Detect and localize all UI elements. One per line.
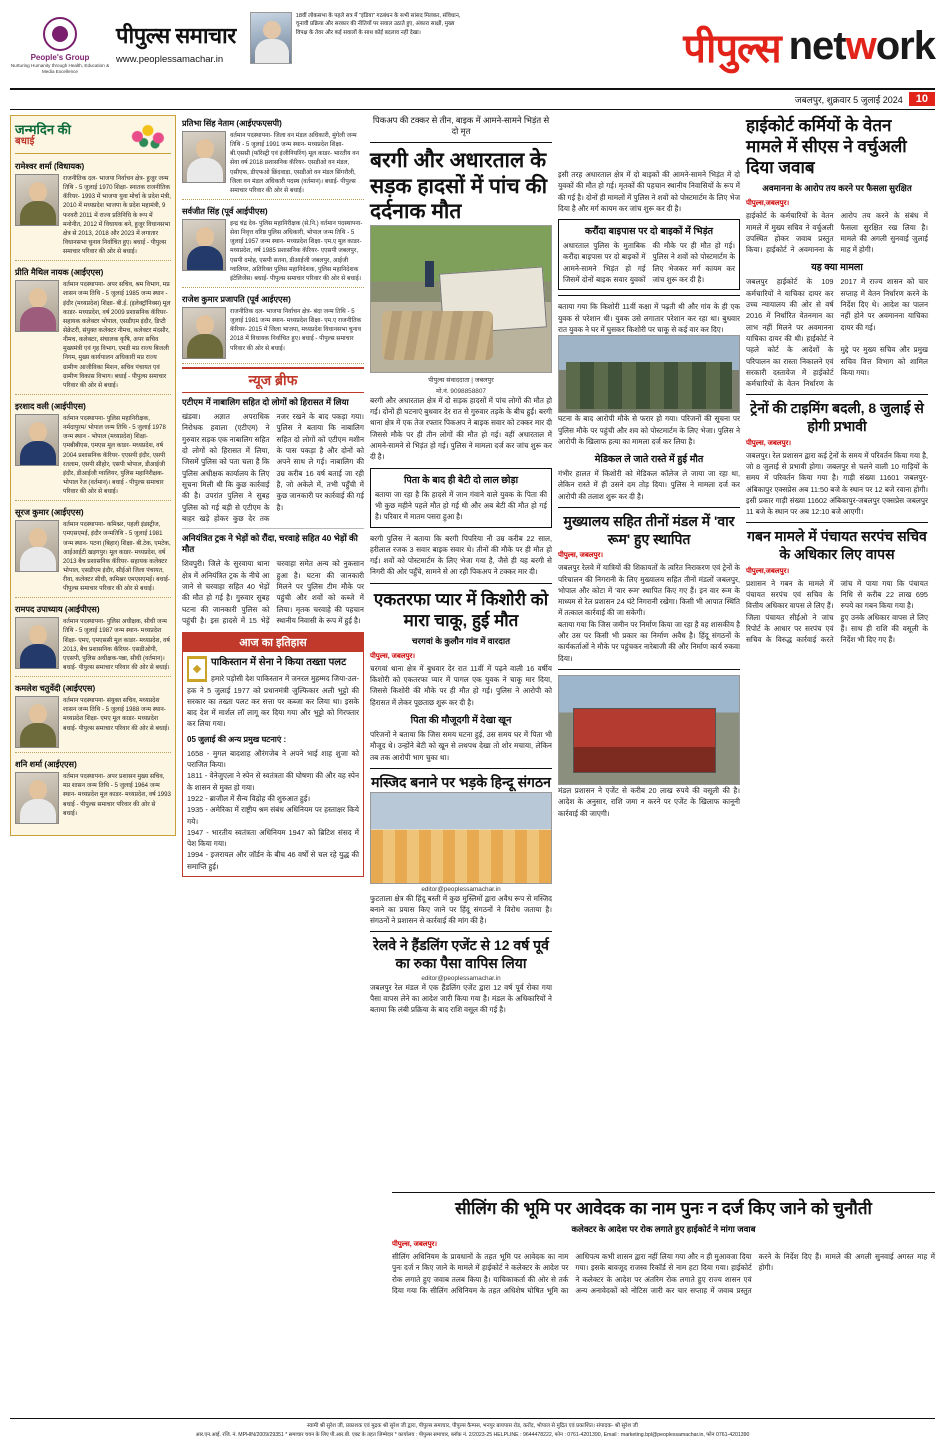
person-name: इरशाद वली (आईपीएस): [15, 401, 86, 411]
publisher-logo: [10, 8, 110, 84]
ceiling-col1: सीलिंग अधिनियम के प्रावधानों के तहत भूमि पर आवेदक का नाम पुनः दर्ज न किए जाने के मामले में हाईकोर्ट ने कलेक्टर के आदेश पर रोक लगाते हुए जवाब तलब किया है।: [392, 1252, 569, 1284]
brand-hindi: पीपुल्स: [683, 26, 781, 71]
brand-network: [789, 24, 935, 69]
person-name: शनि शर्मा (आईएएस): [15, 760, 77, 770]
gabhan-body-2: जिला पंचायत सीईओ ने जांच रिपोर्ट के आधार पर सरपंच एवं सचिव के विरुद्ध कार्रवाई करते हुए उनके अधिकार वापस ले लिए हैं। साथ ही राशि की वसूली के निर्देश भी दिए गए हैं।: [746, 612, 928, 645]
flower-icon: [129, 120, 171, 150]
person-photo: [15, 520, 59, 572]
paper-website[interactable]: www.peoplessamachar.in: [116, 54, 224, 65]
person-photo: [15, 617, 59, 669]
birthday-box: [10, 115, 176, 836]
history-box: [182, 632, 364, 877]
gabhan-byline: पीपुल्स,जबलपुर।: [746, 567, 790, 575]
love-body-col2: बताया गया कि किशोरी 11वीं कक्षा में पढ़ती थी और गांव के ही एक युवक से परेशान थी। युवक उसे लगातार परेशान कर रहा था। बुधवार रात युवक ने घर में घुसकर किशोरी पर चाकू से कई वार कर दिए।: [558, 302, 740, 334]
history-event: 1994 - इजरायल और जॉर्डन के बीच 46 वर्षों से चल रहे युद्ध की समाप्ति हुई।: [187, 850, 359, 871]
birthday-person: [182, 291, 364, 364]
brief-title: अनियंत्रित ट्रक ने भेड़ों को रौंदा, चरवाहे सहित 40 भेड़ों की मौत: [182, 533, 358, 555]
person-name: सर्वजीत सिंह (पूर्व आईपीएस): [182, 206, 268, 216]
ceiling-col2: याचिकाकर्ता की ओर से तर्क दिया गया कि सीलिंग अधिनियम के तहत अधिशेष घोषित भूमि का आधिपत्य कभी शासन द्वारा नहीं लिया गया और न ही मुआवजा दिया गया। इसके बावजूद राजस्व रिकॉर्ड से नाम हटा दिया गया।: [392, 1252, 752, 1295]
railway-email[interactable]: editor@peoplessamachar.in: [421, 974, 501, 982]
dateline-bar: [10, 90, 935, 110]
person-name: सूरज कुमार (आईएएस): [15, 508, 84, 518]
brand-net-w: w: [845, 23, 876, 68]
divider: [392, 1192, 935, 1193]
highcourt-body-2: पहले कोर्ट के आदेशों के परिपालन का रास्ता निकालने एवं सरकारी दस्तावेज में हाईकोर्ट कर्मचारियों के वेतन निर्धारण के मुद्दे पर मुख्य सचिव और प्रमुख सचिव वित्त विभाग को शामिल किया गया।: [746, 345, 928, 389]
person-name: कमलेश चतुर्वेदी (आईएएस): [15, 684, 96, 694]
divider: [558, 295, 740, 296]
birthday-person: [15, 398, 171, 501]
person-name: प्रतिभा सिंह नेताम (आईएफएसपी): [182, 119, 282, 128]
love-subhead: चरगवां के कुलौन गांव में वारदात: [412, 635, 510, 646]
love-sub2-title: मेडिकल ले जाते रास्ते में हुई मौत: [594, 454, 704, 466]
warroom-byline: पीपुल्स, जबलपुर।: [558, 552, 604, 560]
lead-subbox: [370, 468, 552, 528]
love-sub1-text: परिजनों ने बताया कि जिस समय घटना हुई, उस समय घर में पिता भी मौजूद थे। उन्होंने बेटी को खून से लथपथ देखा तो शोर मचाया, लेकिन तब तक आरोपी भाग चुका था।: [370, 730, 552, 762]
brand-net-text: net: [788, 23, 846, 68]
highcourt-body: हाईकोर्ट के कर्मचारियों के वेतन मामले में मुख्य सचिव ने वर्चुअली उपस्थित होकर जवाब प्रस्तुत किया। हाईकोर्ट ने अवमानना के आरोप तय करने के संबंध में फैसला सुरक्षित रख लिया है। मामले की अगली सुनवाई जुलाई माह में होगी।: [746, 211, 928, 255]
gabhan-body: प्रशासन ने गबन के मामले में पंचायत सरपंच एवं सचिव के वित्तीय अधिकार वापस ले लिए हैं। जांच में पाया गया कि पंचायत निधि से करीब 22 लाख 695 रुपये का गबन किया गया है।: [746, 578, 928, 611]
history-headline: पाकिस्तान में सेना ने किया तख्ता पलट: [211, 657, 347, 669]
hourglass-icon: [187, 656, 207, 682]
person-details: राजनीतिक दल- भाजपा निर्वाचन क्षेत्र- हुजूर जन्म तिथि - 5 जुलाई 1970 शिक्षा- स्नातक राजनीतिक कॅरियर- 1993 में भाजपा युवा मोर्चा के प्रदेश मंत्री, 2010 में मध्यप्रदेश भाजपा के प्रदेश महामंत्री, 9 फरवरी 2011 में राज्य प्रतिनिधि के रूप में मनोनीत, 2012 में विधायक बने, हुजूर विधानसभा क्षेत्र से 2013, 2018 और 2023 में लगातार विधानसभा चुनाव निर्वाचित हुए। बधाई - पीपुल्स समाचार परिवार की ओर से बधाई।: [63, 175, 171, 256]
masthead-center-note: [236, 8, 471, 84]
logo-name: People's Group: [30, 53, 90, 63]
masjid-body-col2: बताया गया कि जिस जमीन पर निर्माण किया जा रहा है वह शासकीय है और उस पर किसी भी प्रकार का निर्माण अवैध है। हिंदू संगठनों के कार्यकर्ताओं ने मौके पर पहुंचकर नारेबाजी की और निर्माण कार्य रुकवा दिया।: [558, 619, 740, 663]
highcourt-sub-text: जबलपुर हाईकोर्ट के 109 कर्मचारियों ने याचिका दायर कर उच्च न्यायालय की ओर से वर्ष 2016 में निर्धारित वेतनमान का लाभ नहीं मिलने पर अवमानना याचिका दायर की थी। हाईकोर्ट ने 2017 में राज्य शासन को चार सप्ताह में वेतन निर्धारण करने के निर्देश दिए थे। आदेश का पालन नहीं होने पर अवमानना याचिका दायर की गई।: [746, 277, 928, 343]
love-body-col1: चरगवां थाना क्षेत्र में बुधवार देर रात 11वीं में पढ़ने वाली 16 वर्षीय किशोरी को एकतरफा प्यार में पागल एक युवक ने चाकू मार दिया, जिससे किशोरी की मौके पर ही मौत हो गई। पुलिस ने आरोपी को हिरासत में लेकर पूछताछ शुरू कर दी है।: [370, 663, 552, 707]
brief-item[interactable]: [182, 533, 364, 626]
love-body-col3: घटना के बाद आरोपी मौके से फरार हो गया। परिजनों की सूचना पर पुलिस मौके पर पहुंची और शव को पोस्टमार्टम के लिए भेजा। पुलिस ने आरोपी के खिलाफ हत्या का मामला दर्ज कर लिया है।: [558, 414, 740, 446]
network-brand: [471, 8, 935, 84]
history-list-title: 05 जुलाई की अन्य प्रमुख घटनाएं :: [187, 734, 287, 744]
divider: [558, 507, 740, 508]
brief-item[interactable]: [182, 397, 364, 524]
brief-title: एटीएम में नाबालिग सहित दो लोगों को हिरासत में लिया: [182, 396, 349, 407]
warroom-headline[interactable]: मुख्यालय सहित तीनों मंडल में 'वार रूम' हुए स्थापित: [563, 513, 735, 547]
contact-phone: मो.नं. 9098858807: [436, 387, 486, 395]
birthday-title-sub: बधाई: [15, 135, 35, 147]
history-event: 1658 - मुगल बादशाह औरंगजेब ने अपने भाई शाह शुजा को पराजित किया।: [187, 748, 359, 770]
highcourt-byline: पीपुल्स,जबलपुर।: [746, 200, 790, 208]
brief-text: शिवपुरी। जिले के सुरवाया थाना क्षेत्र में अनियंत्रित ट्रक के नीचे आ जाने से चरवाहा सहित 40 भेड़ों की मौत हो गई है। गुरुवार सुबह घटना की जानकारी पुलिस को पहुंची है। इस हादसे में 15 भेड़ें चरवाहा समेत अन्य को नुकसान हुआ है। घटना की जानकारी मिलने पर पुलिस टीम मौके पर पहुंची और शवों को कब्जे में लिया। मृतक चरवाहे की पहचान स्थानीय निवासी के रूप में हुई है।: [182, 559, 364, 625]
accident-photo: [370, 225, 552, 373]
railway-body-col2: मंडल प्रशासन ने एजेंट से करीब 20 लाख रुपये की वसूली की है। आदेश के अनुसार, राशि जमा न करने पर एजेंट के खिलाफ कानूनी कार्रवाई की जाएगी।: [558, 785, 740, 818]
column-2: [182, 115, 364, 1415]
birthday-person: [15, 756, 171, 828]
protest-photo: [370, 792, 552, 884]
masjid-email[interactable]: editor@peoplessamachar.in: [421, 885, 501, 893]
trains-byline: पीपुल्स, जबलपुर।: [746, 439, 792, 447]
lead-body-col1: बरगी और अधारताल क्षेत्र में दो सड़क हादसों में पांच लोगों की मौत हो गई। दोनों ही घटनाएं बुधवार देर रात से गुरुवार तड़के के बीच हुईं। बरगी थाना क्षेत्र में एक तेज रफ्तार पिकअप ने बाइक सवार को टक्कर मार दी जिससे मौके पर ही तीन लोगों की मौत हो गई। वहीं अधारताल में आमने-सामने से भिड़ंत हो गई। पुलिस ने मामला दर्ज कर जांच शुरू कर दी है।: [370, 395, 552, 462]
person-photo: [182, 131, 226, 183]
birthday-person: [15, 158, 171, 261]
masthead-note-text: 18वीं लोकसभा के पहले सत्र में "इंडिया" गठबंधन के सभी सांसद मिलकर, संविधान, चुनावी प्रक्रिया और सरकार की नीतियों पर सवाल उठाते हुए, अंकारा साक्षी, मुख्य विपक्ष के तेवर और कई सवालों के साथ कोई बदलाव नहीं देखा।: [295, 13, 461, 36]
love-headline[interactable]: एकतरफा प्यार में किशोरी को मारा चाकू, हुई मौत: [373, 589, 549, 630]
issue-date: जबलपुर, शुक्रवार 5 जुलाई 2024: [794, 94, 903, 105]
divider: [370, 583, 552, 584]
love-sub1-title: पिता की मौजूदगी में देखा खून: [410, 715, 512, 727]
birthday-person: [182, 115, 364, 200]
paper-title-hindi: पीपुल्स समाचार: [116, 23, 236, 48]
birthday-person: [15, 264, 171, 395]
person-photo: [15, 696, 59, 748]
footer-line-1: स्वामी श्री सुरेश जी, प्रकाशक एवं मुद्रक श्री सुरेश जी द्वारा, पीपुल्स समाचार, पीपुल्स कैम्पस, भनपुर बायपास रोड, करोंद, भोपाल से मुद्रित एवं प्रकाशित। संपादक- श्री सुरेश जी: [307, 1423, 638, 1430]
railway-headline[interactable]: रेलवे ने हैंडलिंग एजेंट से 12 वर्ष पूर्व का रुका पैसा वापिस लिया: [373, 937, 549, 972]
lead-kicker: पिकअप की टक्कर से तीन, बाइक में आमने-सामने भिड़ंत से दो मृत: [372, 115, 550, 136]
brief-text: खंडवा। अज्ञात अपराधिक निरोधक हवाला (एटीएम) ने गुरुवार सड़क एक नाबालिग सहित दो लोगों को हिरासत में लिया, जिसमें पुलिस को पता चला है कि पुलिस अधीक्षक कार्यालय के लिए सूचना मिली थी कि कुछ कार्रवाई की है। उपरांत पुलिस ने सुबह पुलिस को गई बड़ी से एटीएम के बाहर खड़े होकर कुछ देर तक नजर रखने के बाद पकड़ा गया। पुलिस ने बताया कि नाबालिग सहित दो लोगों को एटीएम मशीन के पास पकड़ा है और दोनों को अपने साथ ले गई। नाबालिग की उम्र करीब 16 वर्ष बताई जा रही है, जो अकेले में, तभी पहुँची में कुछ जानकारी पर कार्रवाई की गई है।: [182, 412, 364, 523]
photo-credit: पीपुल्स संवाददाता | जबलपुर: [428, 376, 494, 384]
divider: [182, 528, 364, 529]
train-photo: [558, 675, 740, 785]
history-event: 1935 - अमेरिका में राष्ट्रीय श्रम संबंध अधिनियम पर हस्ताक्षर किये गये।: [187, 805, 359, 826]
ceiling-body: [392, 1251, 935, 1401]
ceiling-headline[interactable]: सीलिंग की भूमि पर आवेदक का नाम पुनः न दर्ज किए जाने को चुनौती: [455, 1198, 872, 1218]
masthead-hindi: [110, 8, 236, 84]
person-photo: [15, 772, 59, 824]
birthday-person: [15, 504, 171, 598]
history-event: 1922 - ब्राजील में सैन्य विद्रोह की शुरुआत हुई।: [187, 793, 311, 803]
divider: [370, 768, 552, 769]
history-event: 1947 - भारतीय स्वतंत्रता अधिनियम 1947 को ब्रिटिश संसद में पेश किया गया।: [187, 827, 359, 849]
masjid-headline[interactable]: मस्जिद बनाने पर भड़के हिन्दू संगठन: [371, 773, 551, 790]
boxstory-title: करौंदा बाइपास पर दो बाइकों में भिड़ंत: [584, 226, 714, 238]
police-photo: [558, 335, 740, 413]
boxstory-text: अधारताल पुलिस के मुताबिक करौंदा बाइपास पर दो बाइकों में आमने-सामने भिड़ंत हो गई जिसमें दोनों बाइक सवार युवकों की मौके पर ही मौत हो गई। पुलिस ने शवों को पोस्टमार्टम के लिए भेजकर मर्ग कायम कर जांच शुरू कर दी है।: [563, 241, 735, 285]
person-details: वर्तमान पदस्थापना- अपर प्रशासन मुख्य सचिव, मप्र शासन जन्म तिथि - 5 जुलाई 1964 जन्म स्थान- मध्यप्रदेश मूल काडर- मध्यप्रदेश, वर्ष 1993 बधाई - पीपुल्स समाचार परिवार की ओर से बधाई।: [63, 773, 171, 817]
ceiling-subhead: कलेक्टर के आदेश पर रोक लगाते हुए हाईकोर्ट ने मांगा जवाब: [571, 1224, 756, 1234]
person-name: राजेश कुमार प्रजापति (पूर्व आईएएस): [182, 294, 291, 304]
gabhan-headline[interactable]: गबन मामले में पंचायत सरपंच सचिव के अधिकार लिए वापस: [747, 528, 927, 563]
column-1: [10, 115, 176, 1415]
history-title: आज का इतिहास: [183, 633, 363, 652]
person-name: रामेश्वर शर्मा (विधायक): [15, 162, 85, 171]
news-brief-header: न्यूज ब्रीफ: [182, 367, 364, 393]
love-sub2-text: गंभीर हालत में किशोरी को मेडिकल कॉलेज ले जाया जा रहा था, लेकिन रास्ते में ही उसने दम तोड़ दिया। पुलिस ने मामला दर्ज कर आरोपी की तलाश शुरू कर दी है।: [558, 469, 740, 501]
trains-text: जबलपुर। रेल प्रशासन द्वारा कई ट्रेनों के समय में परिवर्तन किया गया है, जो 8 जुलाई से प्रभावी होगा। जबलपुर से चलने वाली 10 गाड़ियों के समय में परिवर्तन किया गया है। गाड़ी संख्या 11601 जबलपुर-अंबिकापुर एक्सप्रेस अब 11:50 बजे के स्थान पर 12 बजे रवाना होगी। इसी प्रकार गाड़ी संख्या 11602 अंबिकापुर-जबलपुर एक्सप्रेस जबलपुर 11 बजे के स्थान पर अब 12:10 बजे आएगी।: [746, 450, 928, 517]
love-byline: पीपुल्स, जबलपुर।: [370, 652, 416, 660]
politician-photo: [250, 12, 292, 64]
person-photo: [15, 414, 59, 466]
birthday-header: [15, 120, 171, 154]
trains-headline[interactable]: ट्रेनों की टाइमिंग बदली, 8 जुलाई से होगी प्रभावी: [750, 400, 924, 435]
person-details: वर्तमान पदस्थापना- संयुक्त सचिव, मध्यप्रदेश शासन जन्म तिथि - 5 जुलाई 1988 जन्म स्थान- मध्यप्रदेश शिक्षा- एमए मूल काडर- मध्यप्रदेश बधाई- पीपुल्स समाचार परिवार की ओर से बधाई।: [63, 697, 170, 732]
warroom-text: जबलपुर रेलवे में यात्रियों की शिकायतों के त्वरित निराकरण एवं ट्रेनों के परिचालन की निगरानी के लिए मुख्यालय सहित तीनों मंडलों जबलपुर, भोपाल और कोटा में 'वार रूम' स्थापित किए गए हैं। इन वार रूम के माध्यम से रेल प्रशासन 24 घंटे निगरानी रखेगा। किसी भी आपात स्थिति में तत्काल कार्रवाई की जा सकेगी।: [558, 563, 740, 618]
person-details: वर्तमान पदस्थापना- पुलिस महानिरीक्षक, नर्मदापुरम/ भोपाल जन्म तिथि - 5 जुलाई 1978 जन्म स्थान - भोपाल (मध्यप्रदेश) शिक्षा- एमबीबीएस, एमएस मूल काडर- मध्यप्रदेश, वर्ष 2004 प्रशासनिक कॅरियर- एएसपी इंदौर, एसपी रतलाम, एसपी सीहोर, एसपी भोपाल, डीआईजी इंदौर, डीआईजी ग्वालियर, पुलिस महानिरीक्षक- भोपाल रेंज (वर्तमान)। बधाई - पीपुल्स समाचार परिवार की ओर से बधाई।: [63, 414, 166, 496]
lead-body-col2: बरगी पुलिस ने बताया कि बरगी पिपरिया नौ उम्र करीब 22 साल, हरीलाल रजक 3 सवार बाइक सवार थे। तीनों की मौके पर ही मौत हो गई। शवों को पोस्टमार्टम के लिए भेजा गया है, जैसे ही यह बरगी से निगरी की ओर पहुँचे, सामने से आ रही पिकअप ने टक्कर मार दी।: [370, 533, 552, 577]
person-details: वर्तमान पदस्थापना- जिला वन मंडल अधिकारी, मुंगेली जन्म तिथि - 5 जुलाई 1991 जन्म स्थान- मध्यप्रदेश शिक्षा- बी.एससी (फॉरेस्ट्री एवं इंजीनियरिंग) मूल काडर- भारतीय वन सेवा वर्ष 2018 प्रशासनिक कॅरियर- एसडीओ वन मंडल, एसीएफ, डीएफओ छिंदवाड़ा, एसडीओ वन मंडल सिंगरौली, जिला वन मंडल अधिकारी पदस्थ (वर्तमान)। बधाई- पीपुल्स समाचार परिवार की ओर से बधाई।: [230, 132, 360, 194]
subbox-title: पिता के बाद ही बेटी दो लाल छोड़ा: [403, 474, 519, 486]
masjid-body-col1: फुटताला क्षेत्र की हिंदू बस्ती में कुछ मुस्लिमों द्वारा अवैध रूप से मस्जिद बनाने का प्रयास किए जाने पर हिंदू संगठनों ने विरोध जताया है। संगठनों ने प्रशासन से कार्रवाई की मांग की है।: [370, 893, 552, 926]
highcourt-subhead: अवमानना के आरोप तय करने पर फैसला सुरक्षित: [762, 183, 912, 194]
person-details: वर्तमान पदस्थापना- अपर सचिव, श्रम विभाग, मप्र शासन जन्म तिथि - 5 जुलाई 1985 जन्म स्थान - इंदौर (मध्यप्रदेश) शिक्षा- बी.ई. (इलेक्ट्रॉनिक्स) मूल काडर- मध्यप्रदेश, वर्ष 2009 प्रशासनिक कॅरियर- सहायक कलेक्टर भोपाल, एसडीएम इंदौर, डिप्टी सेक्रेटरी, संयुक्त कलेक्टर नीमच, कलेक्टर मंदसौर, नीमच, कलेक्टर, संचालक कृषि, अपर सचिव मुख्यमंत्री एवं गृह विभाग, एमडी मप्र राज्य बिजली निगम, मुख्य कार्यपालन अधिकारी मप्र राज्य ग्रामीण आजीविका मिशन, सचिव पंचायत एवं ग्रामीण विकास विभाग। बधाई - पीपुल्स समाचार परिवार की ओर से बधाई।: [63, 281, 171, 389]
scattered-sacks: [382, 311, 494, 361]
highcourt-headline[interactable]: हाईकोर्ट कर्मियों के वेतन मामले में सीएस ने वर्चुअली दिया जवाब: [746, 116, 907, 178]
brand-net-tail: ork: [875, 23, 935, 68]
birthday-person: [182, 203, 364, 288]
person-figure: [425, 261, 434, 287]
history-intro: हमारे पड़ोसी देश पाकिस्तान में जनरल मुहम्मद जिया-उल-हक ने 5 जुलाई 1977 को प्रधानमंत्री जुल्फिकार अली भुट्टो की सरकार का तख्ता पलट कर सत्ता पर कब्जा कर लिया था। इसके बाद देश में मार्शल लॉ लागू कर दिया गया और भुट्टो को गिरफ्तार कर लिया गया।: [187, 674, 359, 729]
person-details: राजनीतिक दल- भाजपा निर्वाचन क्षेत्र- बंदा जन्म तिथि - 5 जुलाई 1981 जन्म स्थान- मध्यप्रदेश शिक्षा- एम.ए राजनीतिक कॅरियर- 2015 में जिला भाजपा, मध्यप्रदेश विधानसभा चुनाव 2018 में विधायक निर्वाचित हुए। बधाई - पीपुल्स समाचार परिवार की ओर से बधाई।: [230, 307, 362, 352]
footer-line-2: आर.एन.आई. रजि. नं. MPHIN/2009/29351 * समाचार चयन के लिए पी.आर.बी. एक्ट के तहत जिम्मेदार * कार्यालय : पीपुल्स समाचार, ब्लॉक नं. 2/2023-25 HELPLINE : 9644478222, फोन : 0761-4201390, Email : marketing.bpl@peoplessamachar.in, फोन 0761-4201390: [195, 1431, 750, 1438]
divider: [370, 142, 552, 143]
birthday-title-main: जन्मदिन की: [15, 121, 72, 137]
lead-box-story: [558, 219, 740, 290]
lead-headline[interactable]: बरगी और अधारताल के सड़क हादसों में पांच की दर्दनाक मौत: [370, 149, 548, 224]
divider: [746, 394, 928, 395]
person-details: वर्तमान पदस्थापना- कमिश्नर, पहली इंडस्ट्रीज, एमएसएमई, इंदौर जन्मतिथि - 5 जुलाई 1981 जन्म स्थान- पटना (बिहार) शिक्षा- बी.टेक, एमटेक, आईआईटी खड़गपुर। मूल काडर- मध्यप्रदेश, वर्ष 2013 बैच प्रशासनिक कॅरियर- सहायक कलेक्टर भोपाल, एसडीएम इंदौर, सीईओ जिला पंचायत, रीवा, कलेक्टर सीधी, कमिश्नर एमएसएमई। बधाई- पीपुल्स समाचार परिवार की ओर से बधाई।: [63, 521, 171, 593]
divider: [746, 522, 928, 523]
peoples-group-icon: [43, 17, 77, 51]
logo-tagline: Nurturing Humanity through Health, Education & Media Excellence: [10, 63, 110, 74]
person-photo: [15, 174, 59, 226]
ceiling-col3: हाईकोर्ट ने कलेक्टर के आदेश पर अंतरिम रोक लगाते हुए राज्य शासन एवं अन्य अनावेदकों को नोटिस जारी कर चार सप्ताह में जवाब प्रस्तुत करने के निर्देश दिए हैं। मामले की अगली सुनवाई अगस्त माह में होगी।: [575, 1252, 935, 1295]
person-name: प्रीति मैथिल नायक (आईएएस): [15, 268, 104, 278]
birthday-person: [15, 601, 171, 677]
person-photo: [15, 280, 59, 332]
ceiling-byline: पीपुल्स, जबलपुर।: [392, 1241, 438, 1248]
person-photo: [182, 307, 226, 359]
subbox-text: बताया जा रहा है कि हादसे में जान गंवाने वाले युवक के पिता की भी कुछ महीने पहले मौत हो गई थी और अब बेटी की मौत हो गई है। परिवार में मातम पसरा हुआ है।: [375, 489, 547, 522]
page-footer: [10, 1418, 935, 1439]
history-event: 1811 - वेनेजुएला ने स्पेन से स्वतंत्रता की घोषणा की और वह स्पेन के शासन से मुक्त हो गया।: [187, 771, 359, 792]
person-photo: [182, 219, 226, 271]
person-details: इन्द्र चंद्र देव- पुलिस महानिरीक्षक (से.नि.) वर्तमान पदस्थापना- सेवा निवृत्त वरिष्ठ पुलिस अधिकारी, भोपाल जन्म तिथि - 5 जुलाई 1957 जन्म स्थान- मध्यप्रदेश शिक्षा- एम.ए मूल काडर- मध्यप्रदेश, वर्ष 1985 प्रशासनिक कॅरियर- एएसपी जबलपुर, एसपी दमोह, एसपी सतना, डीआईजी जबलपुर, आईजी ग्वालियर, अतिरिक्त पुलिस महानिदेशक, पुलिस महानिदेशक इंटेलिजेंस। बधाई- पीपुल्स समाचार परिवार की ओर से बधाई।: [230, 219, 363, 282]
highcourt-sub-title: यह क्या मामला: [811, 262, 863, 274]
divider: [558, 669, 740, 670]
page-number: 10: [909, 92, 935, 106]
person-name: रामपद उपाध्याय (आईपीएस): [15, 605, 100, 615]
ceiling-story: [392, 1187, 935, 1401]
birthday-person: [15, 680, 171, 753]
birthday-title: [15, 123, 71, 147]
divider: [370, 931, 552, 932]
masthead: [10, 8, 935, 90]
lead-body-col3: इसी तरह अधारताल क्षेत्र में दो बाइकों की आमने-सामने भिड़ंत में दो युवकों की मौत हो गई। मृतकों की पहचान स्थानीय निवासियों के रूप में की गई है। दोनों ही मामलों में पुलिस ने शवों को पोस्टमार्टम के लिए भेज दिया है और मर्ग कायम कर जांच शुरू कर दी है।: [558, 170, 740, 213]
railway-body-col1: जबलपुर रेल मंडल में एक हैंडलिंग एजेंट द्वारा 12 वर्ष पूर्व रोका गया पैसा वापस लेने का आदेश जारी किया गया है। मंडल के अधिकारियों ने बताया कि लंबी प्रक्रिया के बाद राशि वसूल की गई है।: [370, 982, 552, 1015]
person-details: वर्तमान पदस्थापना- पुलिस अधीक्षक, सीधी जन्म तिथि - 5 जुलाई 1987 जन्म स्थान- मध्यप्रदेश शिक्षा- एमए, एमएससी मूल काडर- मध्यप्रदेश, वर्ष 2013, बैच प्रशासनिक कॅरियर- एसडीओपी, एएसपी, पुलिस अधीक्षक-पन्ना, सीधी (वर्तमान)। बधाई- पीपुल्स समाचार परिवार की ओर से बधाई।: [63, 618, 170, 672]
